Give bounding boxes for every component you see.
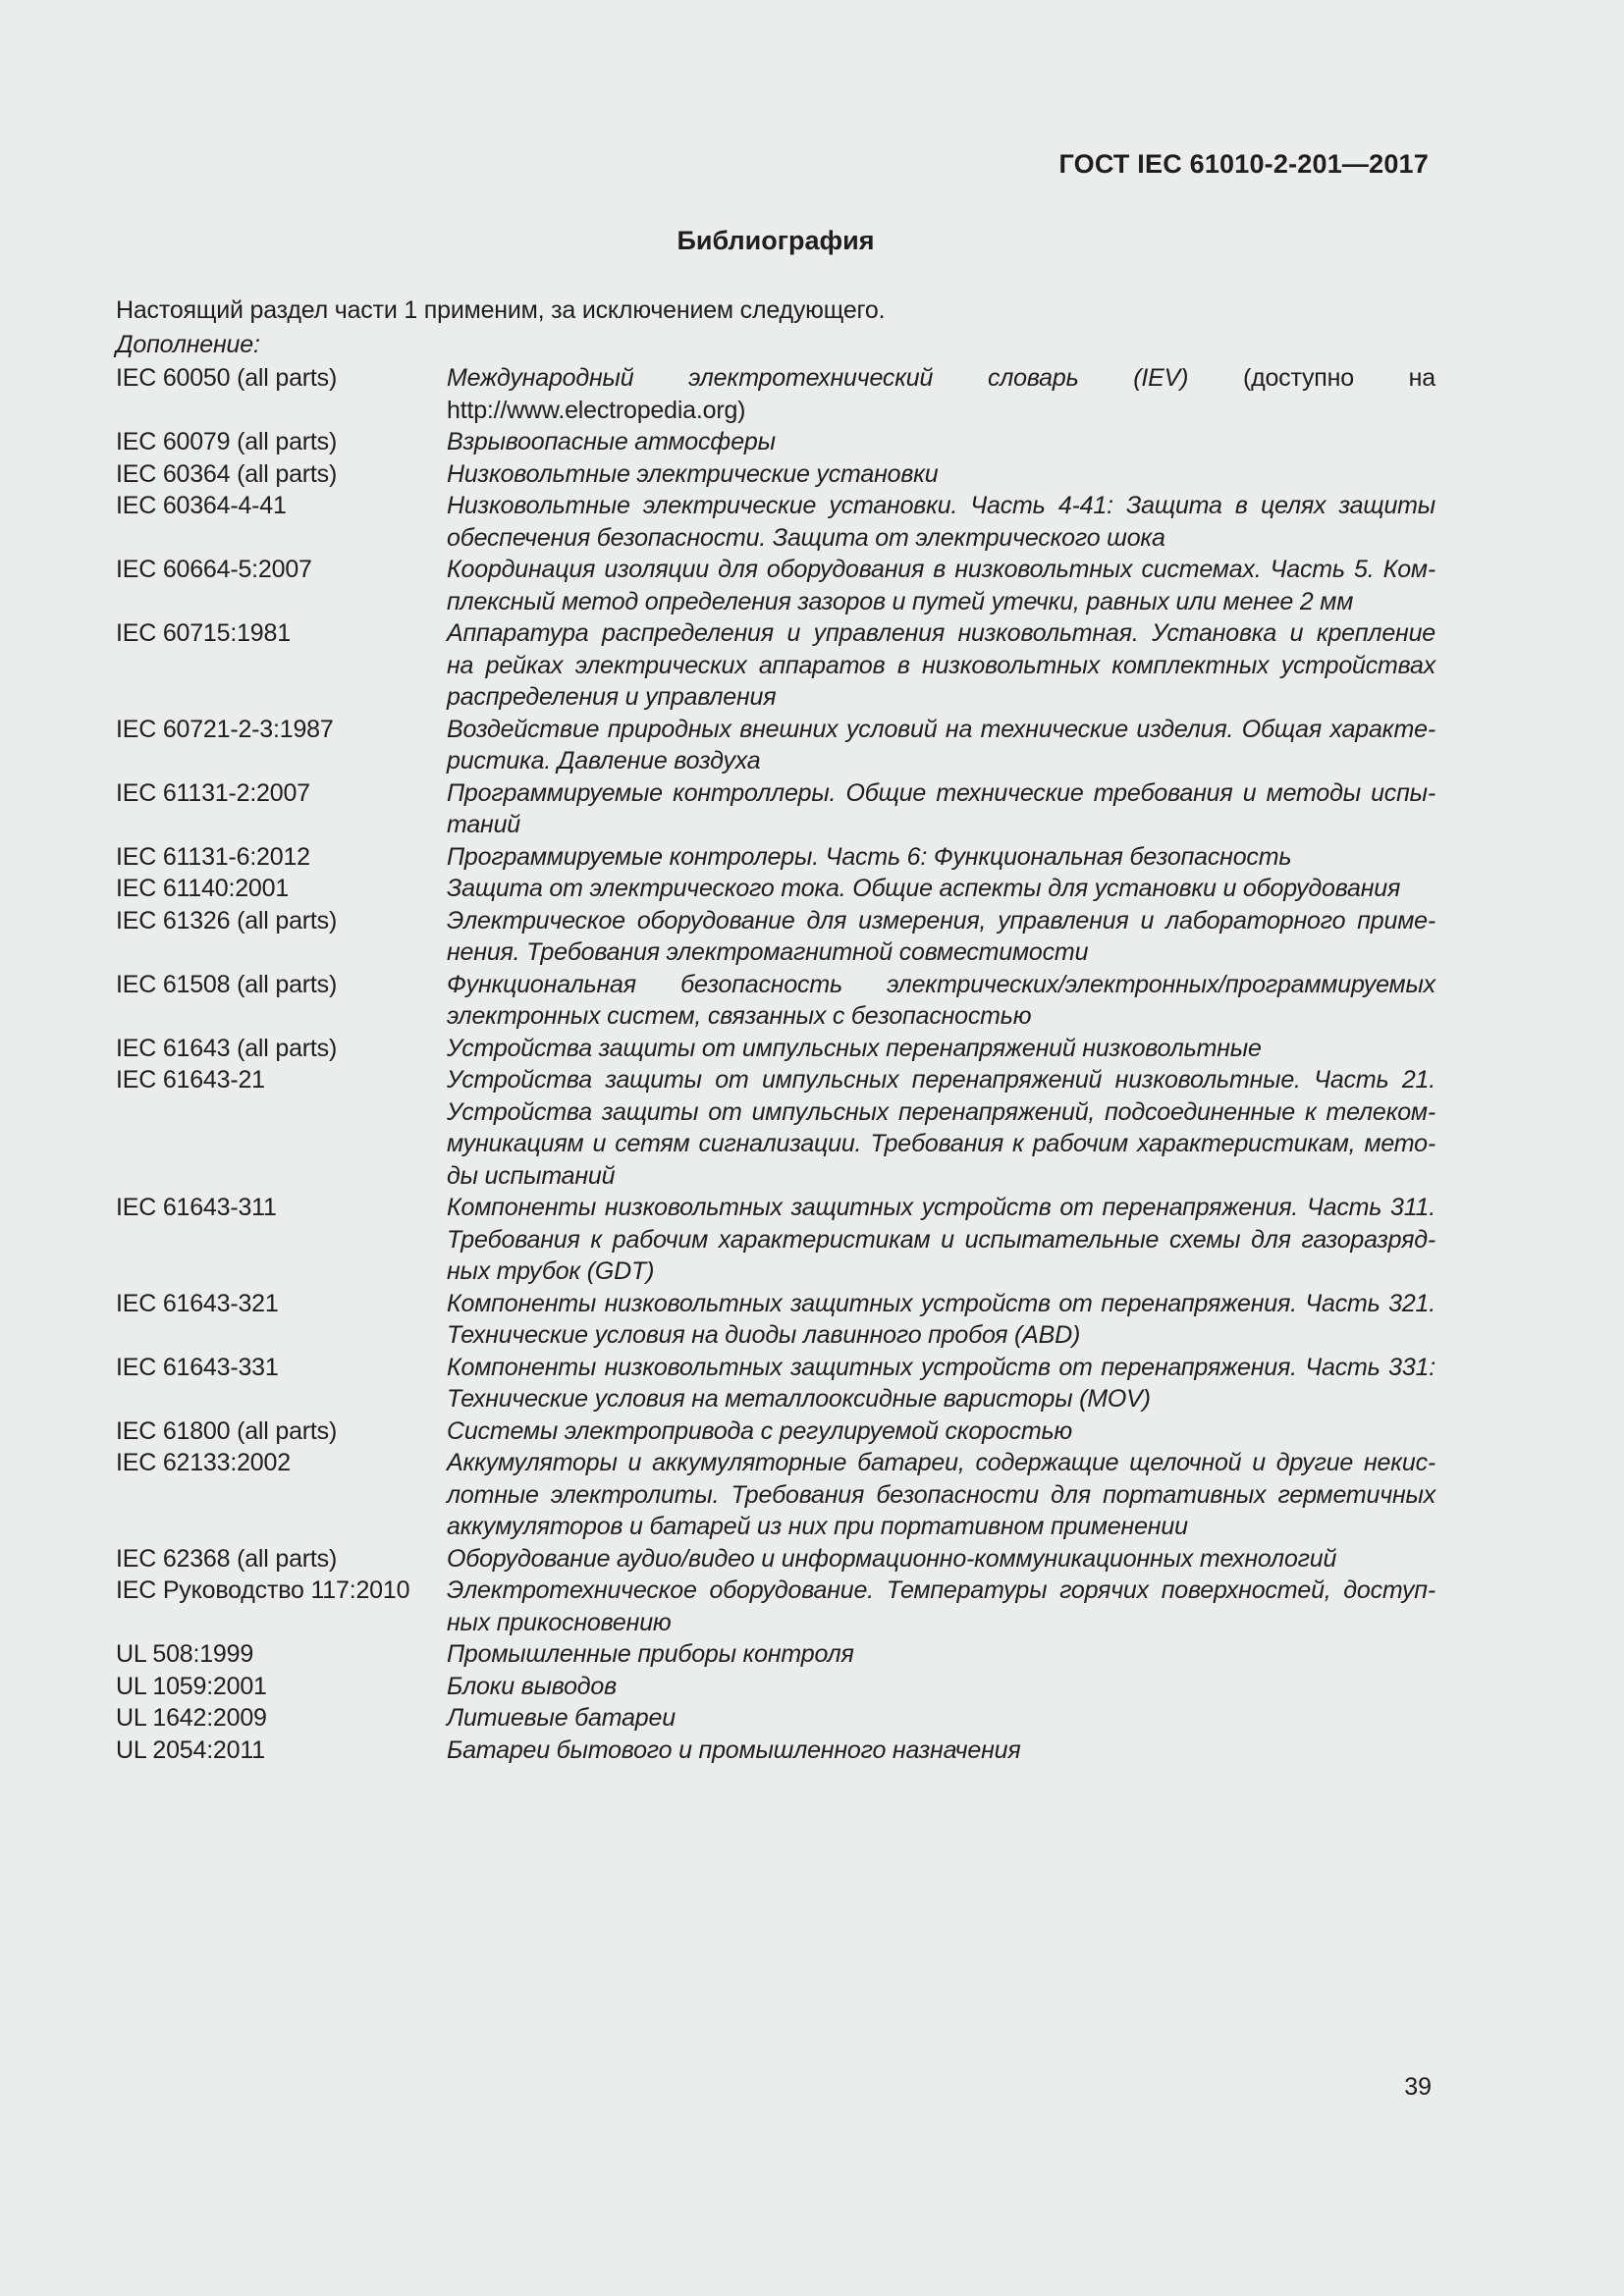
description-text-italic: муникациям и сетям сигнализации. Требования к рабочим характеристикам, мето- xyxy=(447,1130,1435,1157)
description-text-italic: Программируемые контроллеры. Общие технические требования и методы испы- xyxy=(447,778,1435,807)
bibliography-entry xyxy=(116,1288,1435,1352)
entry-description-line xyxy=(447,1033,1435,1065)
addition-label: Дополнение: xyxy=(116,331,260,358)
entry-reference: IEC 61643-321 xyxy=(116,1289,279,1317)
entry-description xyxy=(447,1192,1435,1288)
entry-description-line xyxy=(447,1224,1435,1256)
document-header: ГОСТ IEC 61010-2-201—2017 xyxy=(1058,149,1429,179)
entry-reference: UL 1059:2001 xyxy=(116,1672,267,1700)
entry-description xyxy=(447,1671,1435,1703)
entry-description xyxy=(447,617,1435,714)
bibliography-entry xyxy=(116,617,1435,714)
entry-reference: IEC 61508 (all parts) xyxy=(116,970,338,998)
entry-description-line xyxy=(447,936,1435,969)
description-text-italic: Требования к рабочим характеристикам и испытательные схемы для газоразряд- xyxy=(447,1225,1435,1254)
bibliography-entry xyxy=(116,1671,1435,1703)
entry-description-line xyxy=(447,1160,1435,1193)
description-text-italic: Защита от электрического тока. Общие аспекты для установки и оборудования xyxy=(447,875,1401,902)
entry-description xyxy=(447,1033,1435,1065)
entry-description-line xyxy=(447,1447,1435,1479)
entry-description-line xyxy=(447,1735,1435,1767)
bibliography-entry xyxy=(116,905,1435,969)
entry-reference: IEC 62133:2002 xyxy=(116,1449,291,1476)
entry-description-line xyxy=(447,1575,1435,1607)
entry-description-line xyxy=(447,1415,1435,1448)
entry-description-line xyxy=(447,809,1435,841)
entry-description-line xyxy=(447,841,1435,874)
description-text-italic: аккумуляторов и батарей из них при портативном применении xyxy=(447,1513,1188,1540)
entry-description xyxy=(447,905,1435,969)
description-text-italic: Компоненты низковольтных защитных устройств от перенапряжения. Часть 331: xyxy=(447,1353,1435,1381)
bibliography-entry xyxy=(116,362,1435,426)
bibliography-content xyxy=(116,294,1435,1766)
description-text-italic: ды испытаний xyxy=(447,1161,616,1190)
description-text-italic: Литиевые батареи xyxy=(447,1704,676,1732)
bibliography-entry xyxy=(116,1064,1435,1192)
entry-description xyxy=(447,1288,1435,1352)
bibliography-entry xyxy=(116,969,1435,1033)
entry-reference: IEC 61140:2001 xyxy=(116,875,290,902)
entry-description xyxy=(447,1575,1435,1638)
bibliography-entry xyxy=(116,1543,1435,1575)
description-text-italic: ных прикосновению xyxy=(447,1608,672,1636)
bibliography-entry xyxy=(116,1447,1435,1543)
description-text-italic: Низковольтные электрические установки xyxy=(447,459,939,488)
entry-description xyxy=(447,362,1435,426)
entry-description-line xyxy=(447,1352,1435,1384)
description-text-italic: Функциональная безопасность электрических/электронных/программируемых xyxy=(447,970,1435,998)
entry-description-line xyxy=(447,554,1435,586)
bibliography-entry xyxy=(116,1415,1435,1448)
description-text-italic: Программируемые контролеры. Часть 6: Функциональная безопасность xyxy=(447,842,1292,871)
entry-reference: UL 508:1999 xyxy=(116,1640,254,1668)
description-text-italic: Технические условия на металлооксидные варисторы (MOV) xyxy=(447,1385,1151,1413)
entry-description-line xyxy=(447,586,1435,618)
entry-description xyxy=(447,714,1435,777)
bibliography-list xyxy=(116,362,1435,1766)
description-text-italic: Аккумуляторы и аккумуляторные батареи, содержащие щелочной и другие некис- xyxy=(447,1449,1435,1476)
intro-paragraph: Настоящий раздел части 1 применим, за исключением следующего. xyxy=(116,296,886,324)
bibliography-entry xyxy=(116,841,1435,874)
entry-description-line xyxy=(447,1638,1435,1671)
description-text-italic: лотные электролиты. Требования безопасности для портативных герметичных xyxy=(447,1480,1435,1509)
description-text-regular: http://www.electropedia.org) xyxy=(447,396,746,424)
entry-description xyxy=(447,1638,1435,1671)
description-text-italic: Устройства защиты от импульсных перенапряжений низковольтные. Часть 21. xyxy=(447,1066,1435,1094)
entry-reference: IEC 61131-2:2007 xyxy=(116,778,310,807)
bibliography-entry xyxy=(116,714,1435,777)
entry-description-line xyxy=(447,1511,1435,1543)
entry-description-line xyxy=(447,777,1435,810)
entry-description xyxy=(447,969,1435,1033)
entry-description-line xyxy=(447,650,1435,682)
description-text-italic: таний xyxy=(447,811,521,838)
description-text-italic: Оборудование аудио/видео и информационно-коммуникационных технологий xyxy=(447,1544,1337,1573)
entry-description-line xyxy=(447,426,1435,458)
entry-reference: IEC 61131-6:2012 xyxy=(116,842,310,871)
bibliography-entry xyxy=(116,426,1435,458)
entry-description-line xyxy=(447,1607,1435,1639)
entry-reference: IEC 61643-21 xyxy=(116,1066,265,1094)
page-title: Библиография xyxy=(677,226,875,255)
entry-reference: IEC 60721-2-3:1987 xyxy=(116,715,334,743)
description-text-italic: Низковольтные электрические установки. Часть 4-41: Защита в целях защиты xyxy=(447,492,1435,519)
entry-reference: UL 1642:2009 xyxy=(116,1704,267,1732)
entry-description xyxy=(447,490,1435,554)
entry-reference: IEC 60364-4-41 xyxy=(116,492,287,519)
bibliography-entry xyxy=(116,1638,1435,1671)
bibliography-entry xyxy=(116,873,1435,905)
entry-description xyxy=(447,777,1435,841)
entry-reference: IEC Руководство 117:2010 xyxy=(116,1576,410,1604)
entry-description-line xyxy=(447,395,1435,427)
entry-description-line xyxy=(447,745,1435,777)
page-number: 39 xyxy=(1404,2073,1432,2101)
entry-reference: IEC 61800 (all parts) xyxy=(116,1416,338,1445)
description-text-italic: Блоки выводов xyxy=(447,1672,617,1700)
description-text-italic: Электротехническое оборудование. Температуры горячих поверхностей, доступ- xyxy=(447,1576,1435,1604)
bibliography-entry xyxy=(116,1735,1435,1767)
entry-description-line xyxy=(447,1096,1435,1129)
entry-description-line xyxy=(447,905,1435,937)
description-text-italic: Воздействие природных внешних условий на технические изделия. Общая характе- xyxy=(447,715,1435,743)
bibliography-entry xyxy=(116,490,1435,554)
entry-reference: IEC 61326 (all parts) xyxy=(116,906,338,934)
description-text-italic: Батареи бытового и промышленного назначения xyxy=(447,1735,1021,1764)
entry-description-line xyxy=(447,1319,1435,1352)
entry-description xyxy=(447,873,1435,905)
entry-description-line xyxy=(447,1255,1435,1288)
bibliography-entry xyxy=(116,458,1435,491)
description-text-italic: Взрывоопасные атмосферы xyxy=(447,428,776,455)
description-text-italic: электронных систем, связанных с безопасностью xyxy=(447,1002,1032,1030)
entry-description-line xyxy=(447,1064,1435,1096)
entry-description-line xyxy=(447,714,1435,746)
entry-description-line xyxy=(447,1128,1435,1160)
bibliography-entry xyxy=(116,1352,1435,1415)
entry-reference: IEC 60715:1981 xyxy=(116,619,291,647)
bibliography-entry xyxy=(116,1033,1435,1065)
entry-description xyxy=(447,841,1435,874)
bibliography-entry xyxy=(116,1575,1435,1638)
description-text-italic: плексный метод определения зазоров и путей утечки, равных или менее 2 мм xyxy=(447,587,1354,615)
entry-description xyxy=(447,554,1435,617)
entry-description xyxy=(447,1415,1435,1448)
bibliography-entry xyxy=(116,554,1435,617)
entry-description xyxy=(447,1702,1435,1735)
description-text-italic: Координация изоляции для оборудования в низковольтных системах. Часть 5. Ком- xyxy=(447,556,1435,583)
entry-description-line xyxy=(447,1288,1435,1320)
description-text-italic: распределения и управления xyxy=(447,683,777,711)
entry-reference: IEC 60664-5:2007 xyxy=(116,556,312,583)
description-text-italic: нения. Требования электромагнитной совместимости xyxy=(447,938,1089,966)
entry-description xyxy=(447,1064,1435,1192)
description-text-italic: Электрическое оборудование для измерения, управления и лабораторного приме- xyxy=(447,906,1435,934)
entry-description-line xyxy=(447,1702,1435,1735)
entry-description-line xyxy=(447,1192,1435,1224)
entry-description-line xyxy=(447,1543,1435,1575)
entry-description-line xyxy=(447,490,1435,522)
entry-reference: IEC 61643-331 xyxy=(116,1353,279,1381)
description-text-italic: Устройства защиты от импульсных перенапряжений, подсоединенные к телеком- xyxy=(447,1097,1435,1126)
entry-reference: IEC 61643 (all parts) xyxy=(116,1034,338,1062)
entry-description-line xyxy=(447,1383,1435,1415)
entry-description-line xyxy=(447,522,1435,555)
entry-reference: UL 2054:2011 xyxy=(116,1735,265,1764)
description-text-italic: Международный электротехнический словарь (IEV) xyxy=(447,364,1189,392)
entry-description-line xyxy=(447,1000,1435,1033)
entry-description xyxy=(447,1735,1435,1767)
entry-description-line xyxy=(447,681,1435,714)
bibliography-entry xyxy=(116,1192,1435,1288)
bibliography-entry xyxy=(116,777,1435,841)
entry-reference: IEC 62368 (all parts) xyxy=(116,1544,338,1573)
description-text-italic: Технические условия на диоды лавинного пробоя (ABD) xyxy=(447,1321,1081,1349)
entry-description-line xyxy=(447,873,1435,905)
description-text-italic: обеспечения безопасности. Защита от электрического шока xyxy=(447,523,1165,552)
entry-description-line xyxy=(447,969,1435,1001)
description-text-italic: Промышленные приборы контроля xyxy=(447,1640,854,1668)
description-text-italic: Компоненты низковольтных защитных устройств от перенапряжения. Часть 321. xyxy=(447,1289,1435,1317)
description-text-regular: (доступно на xyxy=(1188,364,1435,392)
entry-reference: IEC 61643-311 xyxy=(116,1194,277,1221)
entry-description-line xyxy=(447,458,1435,491)
description-text-italic: Устройства защиты от импульсных перенапряжений низковольтные xyxy=(447,1034,1262,1062)
entry-reference: IEC 60079 (all parts) xyxy=(116,428,338,455)
description-text-italic: Системы электропривода с регулируемой скоростью xyxy=(447,1416,1072,1445)
entry-description-line xyxy=(447,617,1435,650)
bibliography-entry xyxy=(116,1702,1435,1735)
entry-description xyxy=(447,458,1435,491)
entry-description-line xyxy=(447,1671,1435,1703)
entry-description xyxy=(447,1352,1435,1415)
entry-reference: IEC 60364 (all parts) xyxy=(116,459,338,488)
description-text-italic: ных трубок (GDT) xyxy=(447,1257,655,1285)
entry-reference: IEC 60050 (all parts) xyxy=(116,364,338,392)
entry-description-line xyxy=(447,1479,1435,1512)
entry-description-line xyxy=(447,362,1435,395)
description-text-italic: Аппаратура распределения и управления низковольтная. Установка и крепление xyxy=(447,619,1435,647)
description-text-italic: Компоненты низковольтных защитных устройств от перенапряжения. Часть 311. xyxy=(447,1194,1435,1221)
entry-description xyxy=(447,426,1435,458)
entry-description xyxy=(447,1543,1435,1575)
entry-description xyxy=(447,1447,1435,1543)
description-text-italic: на рейках электрических аппаратов в низковольтных комплектных устройствах xyxy=(447,651,1435,679)
description-text-italic: ристика. Давление воздуха xyxy=(447,747,761,774)
